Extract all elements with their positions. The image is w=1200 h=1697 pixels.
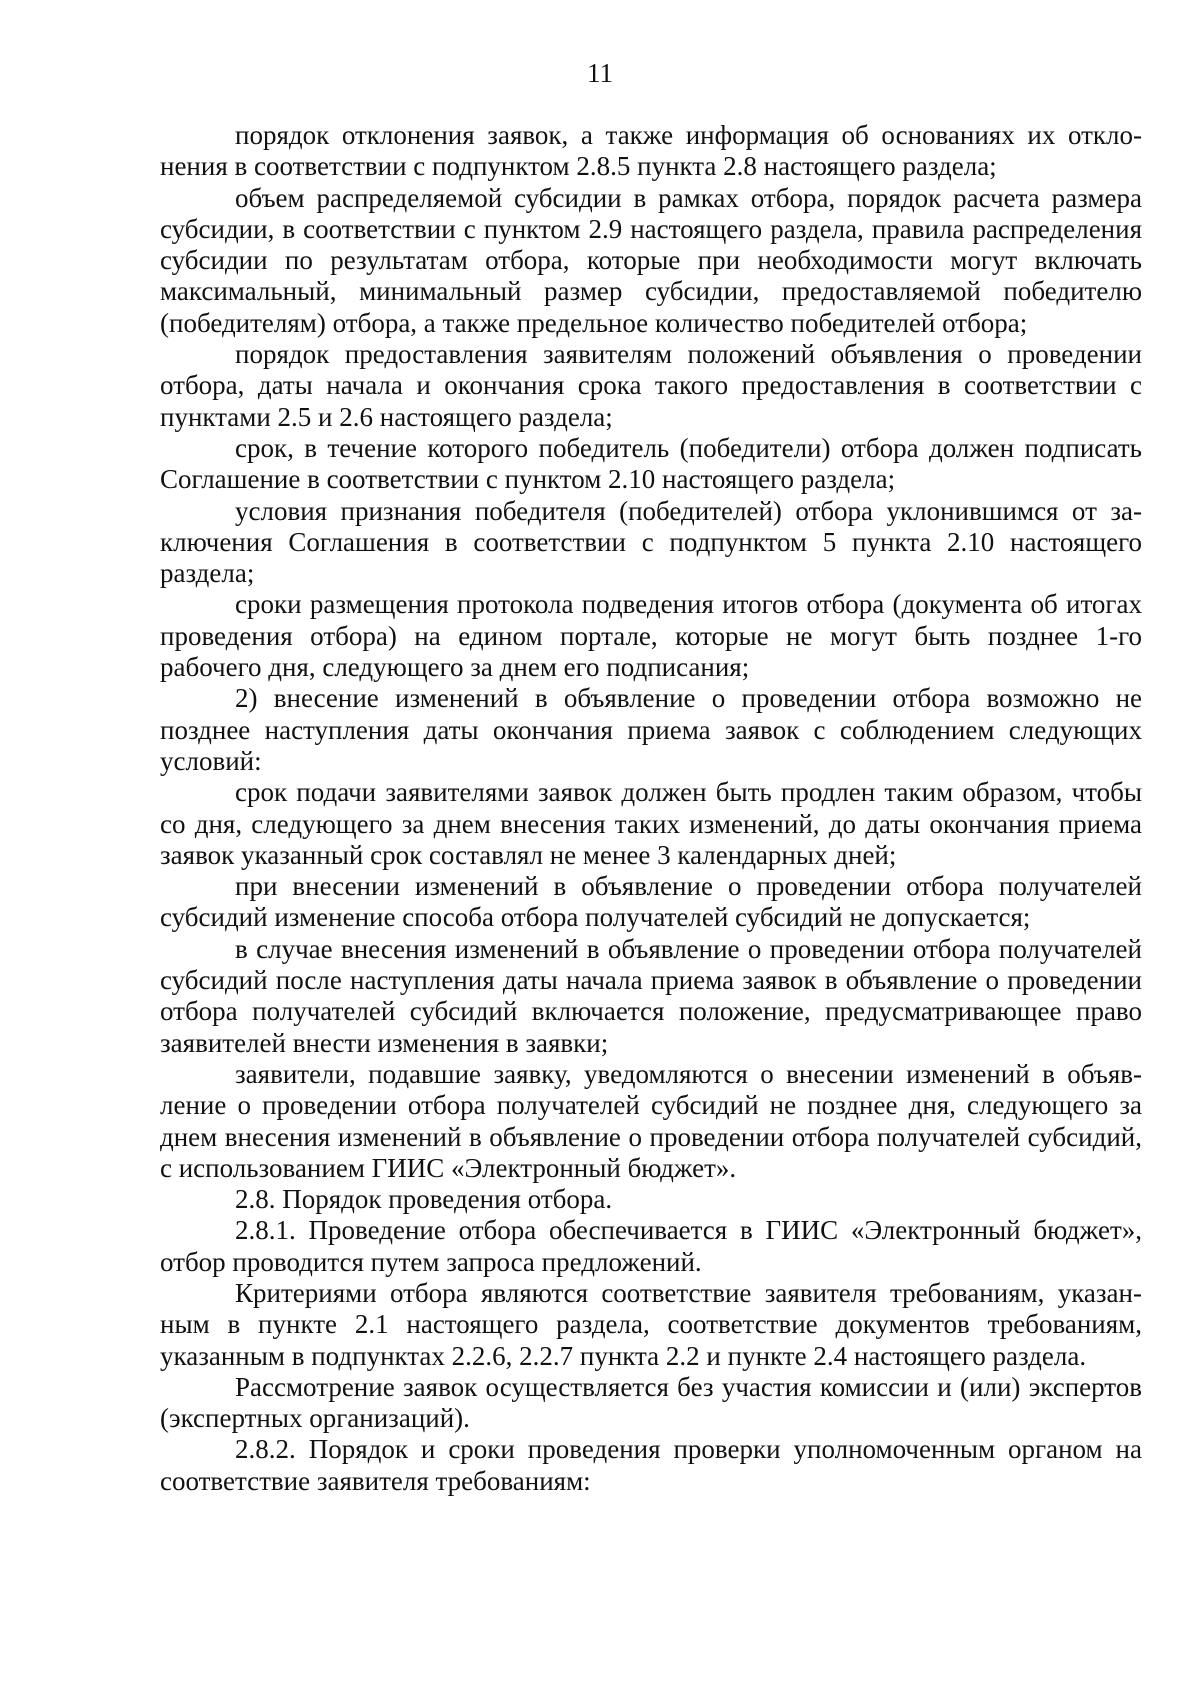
paragraph: в случае внесения изменений в объявление о проведении отбора получателей субсидий после наступления даты начала приема заявок в объявление о проведении отбора получателей субсидий включается положение, предусматривающее право заявителей внести изменения в заявки;: [160, 933, 1142, 1058]
paragraph: 2.8.2. Порядок и сроки проведения проверки уполномоченным органом на соответствие заявителя требованиям:: [160, 1434, 1142, 1496]
page-number: 11: [587, 58, 613, 88]
paragraph: Критериями отбора являются соответствие заявителя требованиям, указанным в пункте 2.1 настоящего раздела, соответствие документов требованиям, указанным в подпунктах 2.2.6, 2.2.7 пункта 2.2 и пункте 2.4 настоящего раздела.: [160, 1277, 1142, 1371]
section-heading: 2.8. Порядок проведения отбора.: [235, 1184, 613, 1215]
paragraph: 2) внесение изменений в объявление о проведении отбора возможно не позднее наступления даты окончания приема заявок с соблюдением следующих условий:: [160, 683, 1142, 776]
body-text: [160, 120, 1142, 1497]
paragraph: условия признания победителя (победителей) отбора уклонившимся от заключения Соглашения в соответствии с подпунктом 5 пункта 2.10 настоящего раздела;: [160, 495, 1142, 589]
paragraph: срок, в течение которого победитель (победители) отбора должен подписать Соглашение в соответствии с пунктом 2.10 настоящего раздела;: [160, 432, 1142, 495]
paragraph: порядок отклонения заявок, а также информация об основаниях их отклонения в соответствии с подпунктом 2.8.5 пункта 2.8 настоящего раздела;: [160, 120, 1142, 182]
paragraph: Рассмотрение заявок осуществляется без участия комиссии и (или) экспертов (экспертных организаций).: [160, 1371, 1142, 1434]
paragraph: сроки размещения протокола подведения итогов отбора (документа об итогах проведения отбора) на едином портале, которые не могут быть позднее 1-го рабочего дня, следующего за днем его подписания;: [160, 589, 1142, 683]
paragraph: при внесении изменений в объявление о проведении отбора получателей субсидий изменение способа отбора получателей субсидий не допускается;: [160, 871, 1142, 933]
paragraph: объем распределяемой субсидии в рамках отбора, порядок расчета размера субсидии, в соответствии с пунктом 2.9 настоящего раздела, правила распределения субсидии по результатам отбора, которые при необходимости могут включать максимальный, минимальный размер субсидии, предоставляемой победителю (победителям) отбора, а также предельное количество победителей отбора;: [160, 182, 1142, 338]
paragraph: 2.8.1. Проведение отбора обеспечивается в ГИИС «Электронный бюджет», отбор проводится путем запроса предложений.: [160, 1215, 1142, 1277]
paragraph: срок подачи заявителями заявок должен быть продлен таким образом, чтобы со дня, следующего за днем внесения таких изменений, до даты окончания приема заявок указанный срок составлял не менее 3 календарных дней;: [160, 777, 1142, 870]
paragraph: порядок предоставления заявителям положений объявления о проведении отбора, даты начала и окончания срока такого предоставления в соответствии с пунктами 2.5 и 2.6 настоящего раздела;: [160, 339, 1142, 432]
paragraph: заявители, подавшие заявку, уведомляются о внесении изменений в объявление о проведении отбора получателей субсидий не позднее дня, следующего за днем внесения изменений в объявление о проведении отбора получателей субсидий, с использованием ГИИС «Электронный бюджет».: [160, 1058, 1142, 1183]
